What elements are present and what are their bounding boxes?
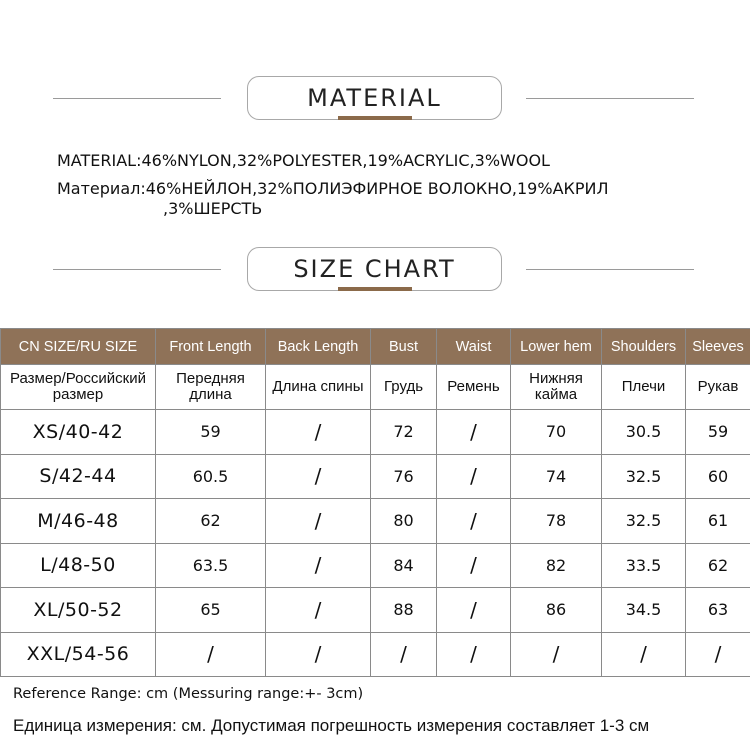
- material-section-header: [0, 76, 750, 122]
- measurement-notes: [13, 686, 649, 736]
- table-cell: 34.5: [602, 588, 686, 633]
- reference-range-note-ru: Единица измерения: см. Допустимая погрешность измерения составляет 1-3 см: [13, 716, 650, 735]
- column-header: CN SIZE/RU SIZE: [1, 329, 156, 365]
- table-cell: /: [266, 588, 371, 633]
- table-cell: 76: [371, 454, 437, 499]
- table-cell: /: [371, 632, 437, 677]
- subheader-row: [1, 365, 750, 410]
- size-chart-section-header: [0, 247, 750, 293]
- table-cell: /: [266, 410, 371, 455]
- column-header: Shoulders: [602, 329, 686, 365]
- table-cell: 32.5: [602, 499, 686, 544]
- table-cell-size: XS/40-42: [1, 410, 156, 455]
- table-cell: 72: [371, 410, 437, 455]
- table-cell: 86: [511, 588, 602, 633]
- material-en-value: 46%NYLON,32%POLYESTER,19%ACRYLIC,3%WOOL: [141, 151, 550, 170]
- material-ru-row: [57, 178, 609, 200]
- table-cell: /: [437, 543, 511, 588]
- table-cell-size: M/46-48: [1, 499, 156, 544]
- column-header: Sleeves: [686, 329, 750, 365]
- table-cell: /: [437, 454, 511, 499]
- reference-range-note-en: Reference Range: cm (Messuring range:+- 3cm): [13, 686, 364, 702]
- column-subheader: Плечи: [602, 365, 686, 410]
- column-header: Back Length: [266, 329, 371, 365]
- material-en-row: [57, 150, 609, 172]
- divider-right: [526, 269, 694, 270]
- column-subheader: Ремень: [437, 365, 511, 410]
- table-cell: /: [511, 632, 602, 677]
- column-subheader: Рукав: [686, 365, 750, 410]
- column-header: Lower hem: [511, 329, 602, 365]
- material-ru-value: 46%НЕЙЛОН,32%ПОЛИЭФИРНОЕ ВОЛОКНО,19%АКРИЛ: [145, 179, 609, 198]
- table-cell: /: [437, 499, 511, 544]
- material-ru-value-continued: ,3%ШЕРСТЬ: [163, 199, 263, 218]
- table-cell: 84: [371, 543, 437, 588]
- material-composition: [57, 150, 609, 218]
- table-cell: 32.5: [602, 454, 686, 499]
- table-cell: 30.5: [602, 410, 686, 455]
- table-cell: 74: [511, 454, 602, 499]
- size-chart-title: SIZE CHART: [247, 247, 502, 291]
- table-cell: /: [156, 632, 266, 677]
- table-cell: /: [686, 632, 750, 677]
- column-subheader: Длина спины: [266, 365, 371, 410]
- table-cell: 63: [686, 588, 750, 633]
- table-cell: 88: [371, 588, 437, 633]
- size-chart-table: [0, 328, 750, 677]
- table-cell: 59: [156, 410, 266, 455]
- column-subheader: Передняя длина: [156, 365, 266, 410]
- table-cell: 62: [156, 499, 266, 544]
- column-subheader: Нижняя кайма: [511, 365, 602, 410]
- material-en-label: MATERIAL:: [57, 151, 142, 170]
- table-cell: /: [266, 499, 371, 544]
- table-row: [1, 454, 750, 499]
- table-cell: /: [437, 632, 511, 677]
- table-cell: 60: [686, 454, 750, 499]
- title-underline-accent: [338, 116, 412, 120]
- table-cell: /: [266, 454, 371, 499]
- material-title: MATERIAL: [247, 76, 502, 120]
- column-subheader: Грудь: [371, 365, 437, 410]
- divider-right: [526, 98, 694, 99]
- table-row: [1, 632, 750, 677]
- table-cell-size: L/48-50: [1, 543, 156, 588]
- table-cell: 62: [686, 543, 750, 588]
- table-cell-size: S/42-44: [1, 454, 156, 499]
- table-row: [1, 588, 750, 633]
- table-cell: 80: [371, 499, 437, 544]
- table-cell: 60.5: [156, 454, 266, 499]
- divider-left: [53, 269, 221, 270]
- column-subheader: Размер/Российский размер: [1, 365, 156, 410]
- table-cell: 78: [511, 499, 602, 544]
- header-row: [1, 329, 750, 365]
- table-cell: 65: [156, 588, 266, 633]
- table-cell: /: [266, 543, 371, 588]
- title-underline-accent: [338, 287, 412, 291]
- table-cell: /: [602, 632, 686, 677]
- table-cell: /: [437, 410, 511, 455]
- table-cell: 59: [686, 410, 750, 455]
- divider-left: [53, 98, 221, 99]
- material-ru-label: Материал:: [57, 179, 146, 198]
- table-cell-size: XXL/54-56: [1, 632, 156, 677]
- table-row: [1, 410, 750, 455]
- column-header: Waist: [437, 329, 511, 365]
- table-cell-size: XL/50-52: [1, 588, 156, 633]
- column-header: Front Length: [156, 329, 266, 365]
- column-header: Bust: [371, 329, 437, 365]
- table-row: [1, 543, 750, 588]
- table-row: [1, 499, 750, 544]
- table-cell: 33.5: [602, 543, 686, 588]
- table-cell: /: [266, 632, 371, 677]
- table-cell: 70: [511, 410, 602, 455]
- table-cell: /: [437, 588, 511, 633]
- table-cell: 82: [511, 543, 602, 588]
- table-cell: 63.5: [156, 543, 266, 588]
- table-cell: 61: [686, 499, 750, 544]
